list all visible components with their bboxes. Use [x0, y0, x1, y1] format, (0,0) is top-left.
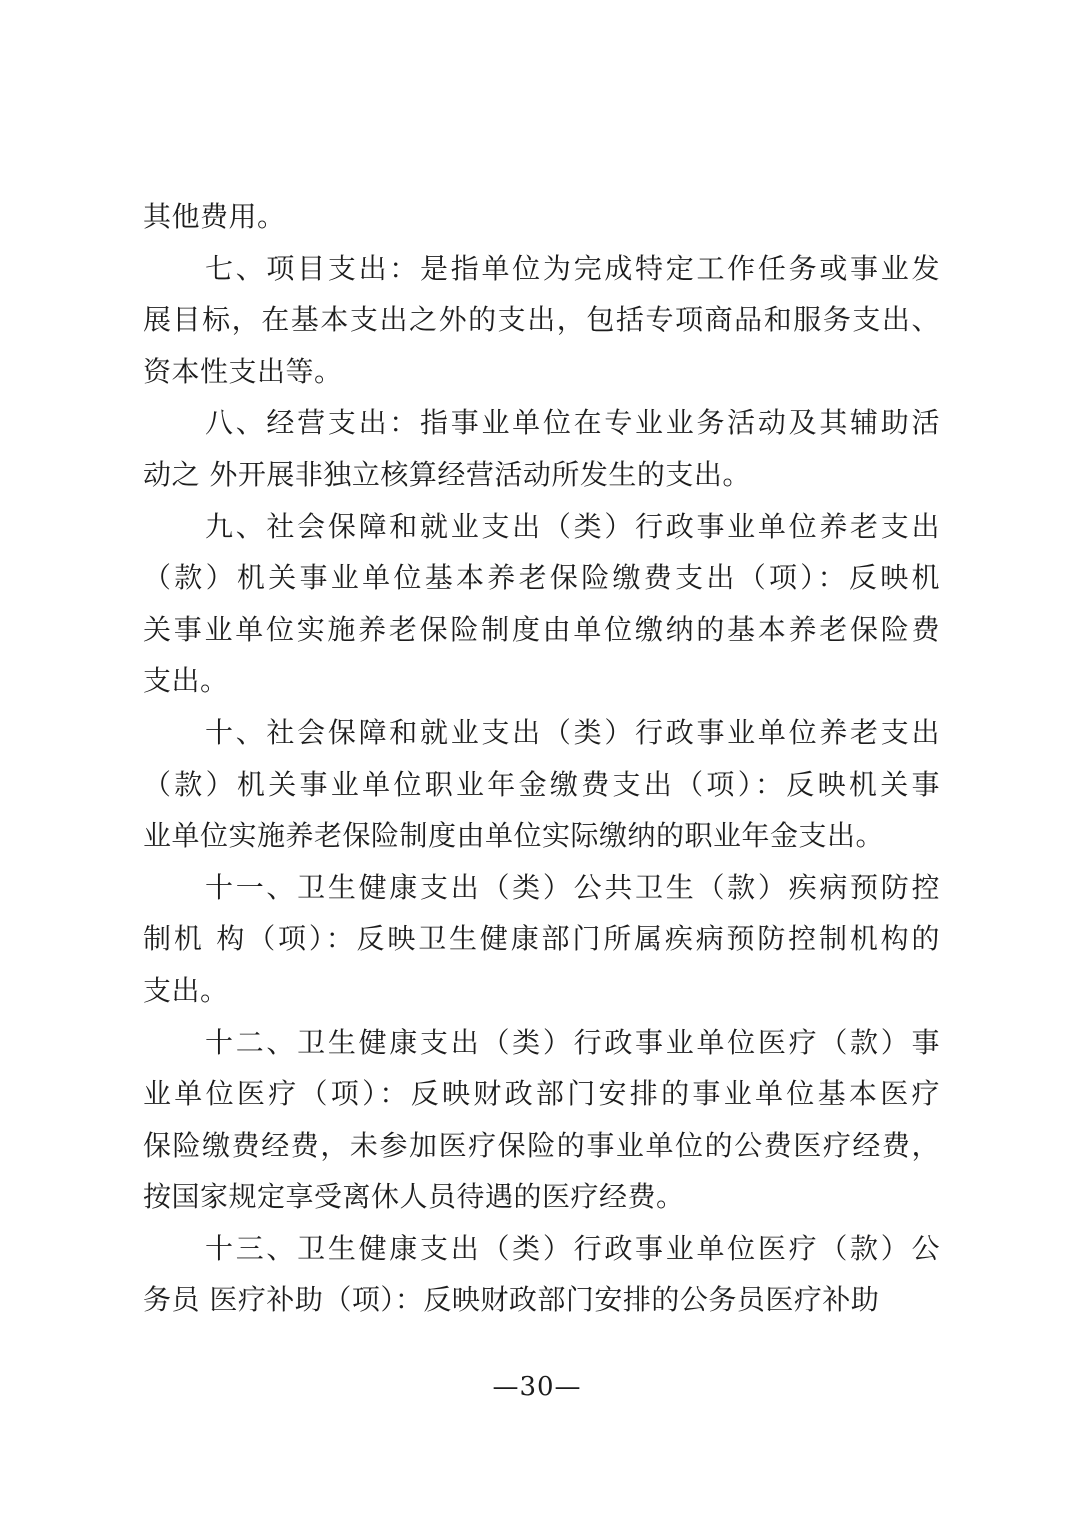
- text-line: 十三、卫生健康支出（类）行政事业单位医疗（款）公: [205, 1231, 940, 1265]
- text-line: （款）机关事业单位职业年金缴费支出（项）：反映机关事: [143, 767, 940, 801]
- text-line: 其他费用。: [143, 200, 286, 233]
- text-line: 制机 构（项）：反映卫生健康部门所属疾病预防控制机构的: [143, 922, 940, 956]
- document-body: [143, 191, 940, 1326]
- text-line: 务员 医疗补助（项）：反映财政部门安排的公务员医疗补助: [143, 1283, 880, 1317]
- text-line: 按国家规定享受离休人员待遇的医疗经费。: [143, 1180, 685, 1214]
- text-line: 保险缴费经费，未参加医疗保险的事业单位的公费医疗经费，: [143, 1128, 940, 1162]
- text-line: 动之 外开展非独立核算经营活动所发生的支出。: [143, 457, 751, 491]
- text-line: 支出。: [143, 664, 229, 698]
- text-line: 支出。: [143, 973, 229, 1007]
- text-line: 八、经营支出：指事业单位在专业业务活动及其辅助活: [205, 406, 940, 440]
- text-line: 资本性支出等。: [143, 354, 343, 388]
- text-line: 关事业单位实施养老保险制度由单位缴纳的基本养老保险费: [143, 612, 940, 646]
- text-line: 业单位实施养老保险制度由单位实际缴纳的职业年金支出。: [143, 819, 885, 853]
- text-line: 展目标，在基本支出之外的支出，包括专项商品和服务支出、: [143, 303, 940, 337]
- page-number: —30—: [492, 1372, 582, 1402]
- text-line: （款）机关事业单位基本养老保险缴费支出（项）：反映机: [143, 561, 940, 595]
- text-line: 七、项目支出：是指单位为完成特定工作任务或事业发: [205, 251, 940, 285]
- text-line: 十一、卫生健康支出（类）公共卫生（款）疾病预防控: [205, 870, 940, 904]
- text-line: 十、社会保障和就业支出（类）行政事业单位养老支出: [205, 715, 940, 749]
- text-line: 十二、卫生健康支出（类）行政事业单位医疗（款）事: [205, 1025, 940, 1059]
- text-line: 业单位医疗（项）：反映财政部门安排的事业单位基本医疗: [143, 1077, 940, 1111]
- text-line: 九、社会保障和就业支出（类）行政事业单位养老支出: [205, 509, 940, 543]
